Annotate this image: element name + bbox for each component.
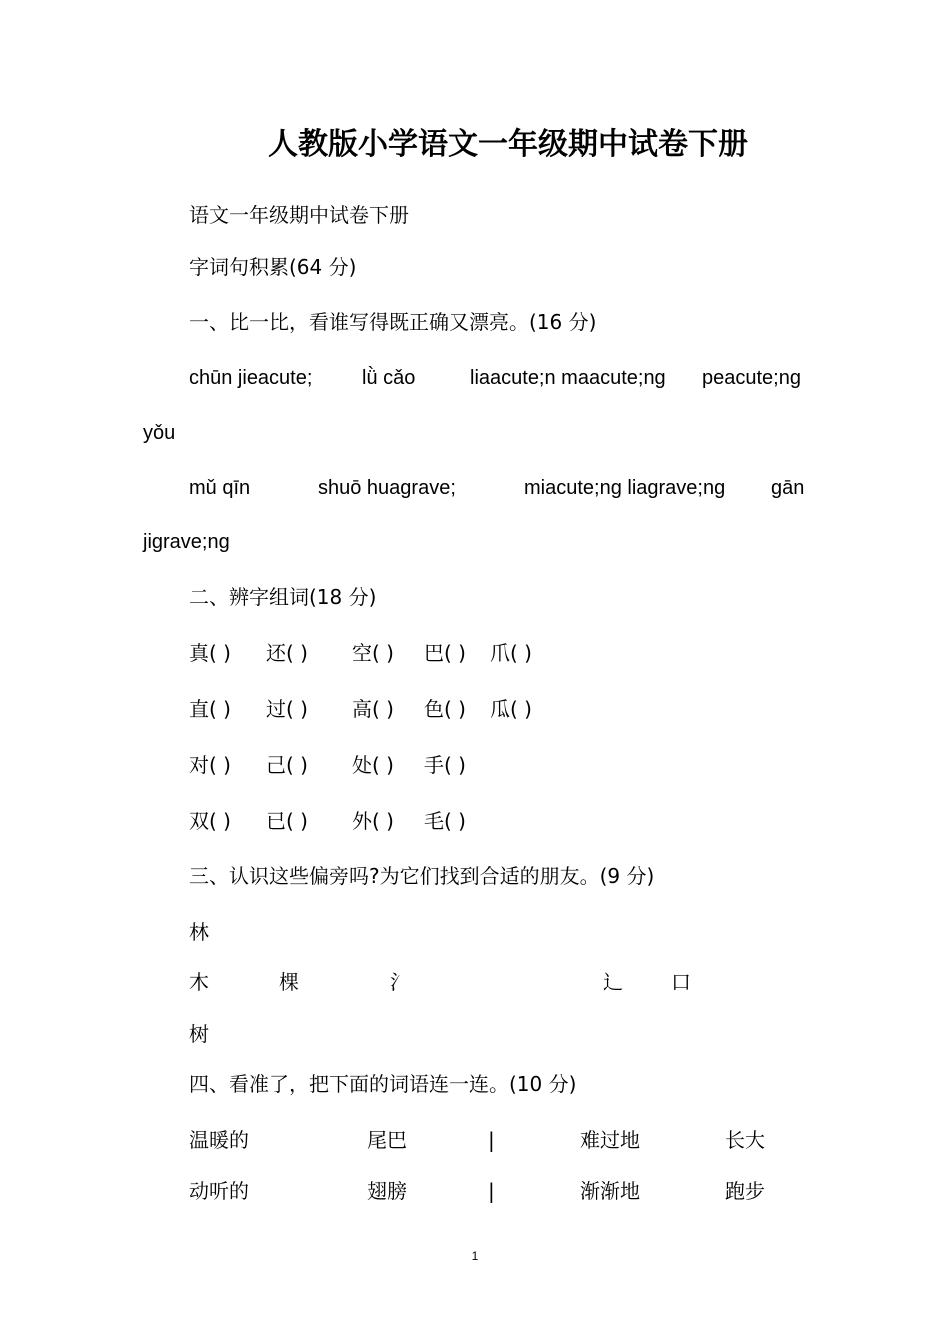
pinyin-item: gān xyxy=(771,477,805,499)
word-blank: 爪( ) xyxy=(490,641,532,665)
word-blank: 处( ) xyxy=(352,753,394,777)
radical-item: 口 xyxy=(671,970,691,994)
page-title: 人教版小学语文一年级期中试卷下册 xyxy=(268,127,748,162)
radical-item: 辶 xyxy=(603,970,623,994)
separator: | xyxy=(488,1128,495,1152)
pinyin-item-wrap: jigrave;ng xyxy=(143,531,230,553)
word-blank: 毛( ) xyxy=(424,809,466,833)
word-blank: 手( ) xyxy=(424,753,466,777)
match-word: 长大 xyxy=(725,1128,765,1152)
word-blank: 外( ) xyxy=(352,809,394,833)
question-2-heading: 二、辨字组词(18 分) xyxy=(189,585,377,609)
word-blank: 色( ) xyxy=(424,697,466,721)
word-blank: 巴( ) xyxy=(424,641,466,665)
question-4-heading: 四、看准了，把下面的词语连一连。(10 分) xyxy=(189,1072,577,1096)
pinyin-item: mǔ qīn xyxy=(189,477,251,499)
radical-word: 树 xyxy=(189,1022,209,1046)
word-blank: 高( ) xyxy=(352,697,394,721)
match-word: 尾巴 xyxy=(367,1128,407,1152)
page-number: 1 xyxy=(471,1249,479,1263)
radical-item: 氵 xyxy=(390,970,410,994)
pinyin-item: peacute;ng xyxy=(702,367,801,389)
pinyin-item: shuō huagrave; xyxy=(318,477,456,499)
pinyin-item-wrap: yǒu xyxy=(143,422,176,444)
word-blank: 瓜( ) xyxy=(490,697,532,721)
pinyin-item: lǜ cǎo xyxy=(362,367,416,389)
pinyin-item: miacute;ng liagrave;ng xyxy=(524,477,726,499)
word-blank: 已( ) xyxy=(266,809,308,833)
separator: | xyxy=(488,1179,495,1203)
word-blank: 真( ) xyxy=(189,641,231,665)
pinyin-item: liaacute;n maacute;ng xyxy=(470,367,666,389)
word-blank: 己( ) xyxy=(266,753,308,777)
radical-word: 林 xyxy=(189,920,209,944)
subtitle: 语文一年级期中试卷下册 xyxy=(189,203,409,227)
section-heading: 字词句积累(64 分) xyxy=(189,255,357,279)
word-blank: 直( ) xyxy=(189,697,231,721)
match-word: 渐渐地 xyxy=(580,1179,640,1203)
word-blank: 过( ) xyxy=(266,697,308,721)
word-blank: 还( ) xyxy=(266,641,308,665)
match-word: 难过地 xyxy=(580,1128,640,1152)
match-word: 动听的 xyxy=(189,1179,249,1203)
word-blank: 空( ) xyxy=(352,641,394,665)
pinyin-item: chūn jieacute; xyxy=(189,367,313,389)
question-3-heading: 三、认识这些偏旁吗?为它们找到合适的朋友。(9 分) xyxy=(189,864,655,888)
word-blank: 对( ) xyxy=(189,753,231,777)
match-word: 跑步 xyxy=(725,1179,765,1203)
radical-item: 木 xyxy=(189,970,209,994)
word-blank: 双( ) xyxy=(189,809,231,833)
question-1-heading: 一、比一比，看谁写得既正确又漂亮。(16 分) xyxy=(189,310,597,334)
match-word: 翅膀 xyxy=(367,1179,407,1203)
match-word: 温暖的 xyxy=(189,1128,249,1152)
radical-item: 棵 xyxy=(279,970,299,994)
